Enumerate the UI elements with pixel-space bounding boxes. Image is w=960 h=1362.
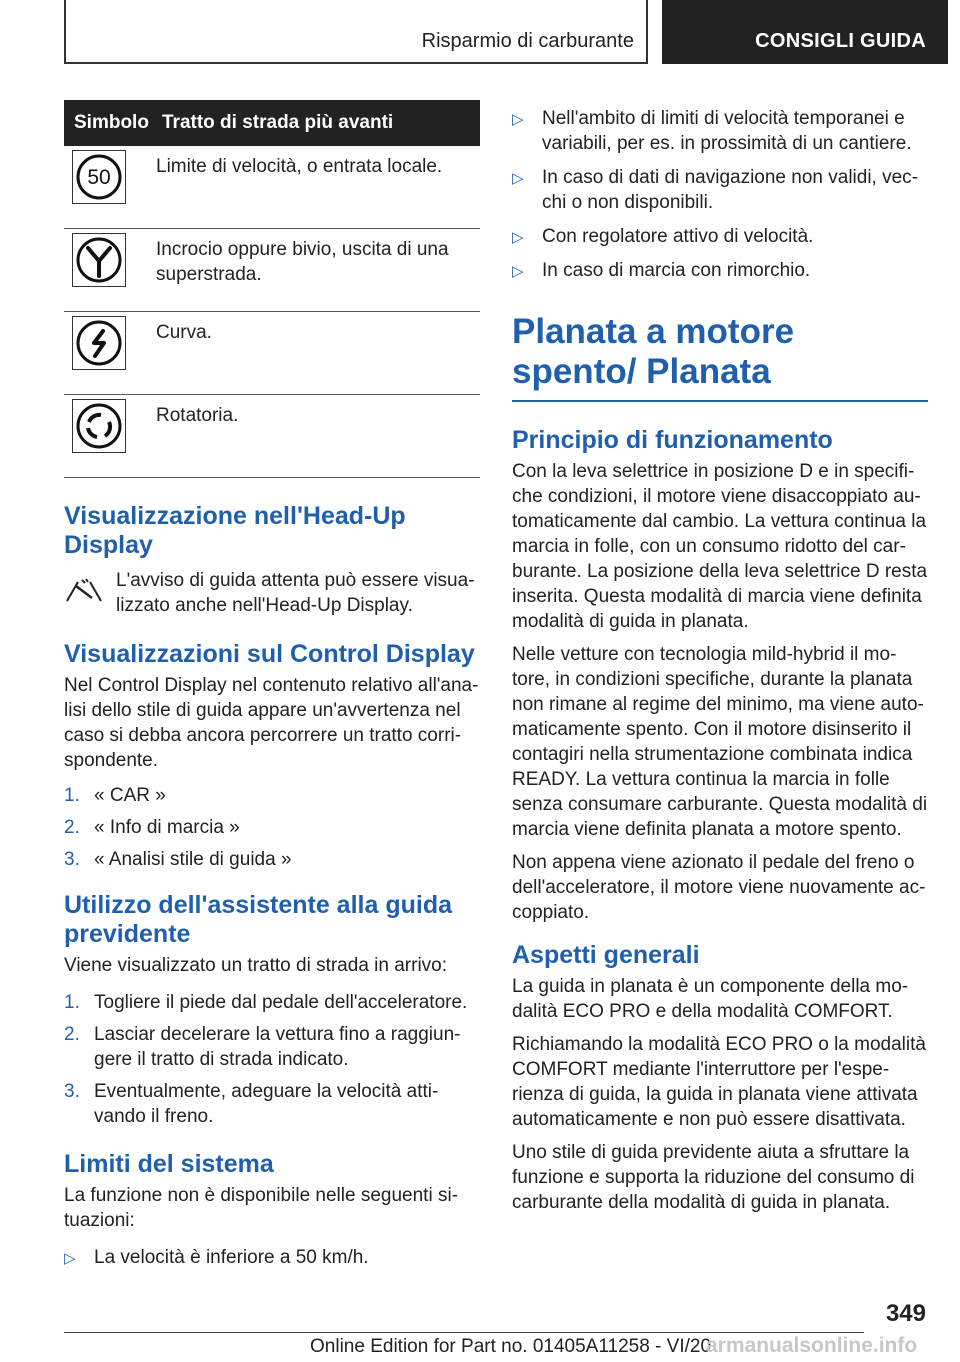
general-heading: Aspetti generali — [512, 941, 700, 969]
header-section-title: Risparmio di carburante — [421, 30, 634, 52]
right-column — [512, 100, 928, 1215]
list-item: 1. Togliere il piede dal pedale dell'acceleratore. — [64, 992, 468, 1013]
triangle-bullet-icon: ▷ — [512, 229, 524, 246]
roundabout-icon — [72, 399, 126, 453]
principle-p3: Non appena viene azionato il pedale del freno o dell'acceleratore, il motore viene nuovamente accoppiato. — [512, 852, 926, 923]
attention-assistant-icon — [64, 576, 104, 609]
table-row — [64, 395, 480, 478]
table-row — [64, 229, 480, 312]
speed-limit-value: 50 — [87, 166, 111, 189]
cd-heading: Visualizzazioni sul Control Display — [64, 640, 475, 668]
list-item: 3. « Analisi stile di guida » — [64, 849, 292, 870]
footer-edition: Online Edition for Part no. 01405A11258 - VI/20 — [310, 1336, 712, 1357]
table-row-text: Rotatoria. — [152, 395, 480, 478]
table-row — [64, 146, 480, 229]
cd-text: Nel Control Display nel contenuto relativo all'analisi dello stile di guida appare un'avvertenza nel caso si debba ancora percorrere un tratto corrispondente. — [64, 675, 479, 771]
header-section-box — [64, 0, 648, 64]
table-header-row — [64, 100, 480, 146]
assist-heading: Utilizzo dell'assistente alla guida previdente — [64, 891, 452, 948]
principle-heading: Principio di funzionamento — [512, 426, 833, 454]
assist-text: Viene visualizzato un tratto di strada in arrivo: — [64, 955, 448, 976]
coasting-title: Planata a motore spento/ Planata — [512, 312, 795, 391]
list-item: 3. Eventualmente, adeguare la velocità attivando il freno. — [64, 1081, 439, 1127]
hud-note — [64, 568, 482, 618]
list-item: 2. « Info di marcia » — [64, 817, 240, 838]
hud-note-text: L'avviso di guida attenta può essere visualizzato anche nell'Head-Up Display. — [116, 570, 475, 616]
page-number: 349 — [885, 1300, 926, 1327]
assist-steps — [64, 990, 482, 1129]
list-item: ▷ In caso di dati di navigazione non validi, vecchi o non disponibili. — [512, 167, 919, 213]
general-p5: Richiamando la modalità ECO PRO o la modalità COMFORT mediante l'interruttore per l'esperienza di guida, la guida in planata viene attivata automaticamente e non può essere disattivata. — [512, 1034, 926, 1130]
header-chapter-tab — [662, 0, 948, 64]
table-row-text: Incrocio oppure bivio, uscita di una superstrada. — [152, 229, 480, 312]
limits-bullets-left — [64, 1245, 482, 1270]
hud-heading: Visualizzazione nell'Head-Up Display — [64, 502, 406, 559]
watermark: armanualsonline.info — [706, 1334, 918, 1357]
principle-p1: Con la leva selettrice in posizione D e in specifiche condizioni, il motore viene disaccoppiato automaticamente dal cambio. La vettura continua la marcia in folle, con un consumo ridotto del carburante. La posizione della leva selettrice D resta inserita. Questa modalità di marcia viene definita modalità di guida in planata. — [512, 461, 928, 632]
symbol-table — [64, 100, 480, 478]
table-header-symbol: Simbolo — [64, 100, 152, 146]
table-row-text: Curva. — [152, 312, 480, 395]
table-header-road: Tratto di strada più avanti — [152, 100, 480, 146]
list-item: 1. « CAR » — [64, 785, 166, 806]
table-row — [64, 312, 480, 395]
limits-heading: Limiti del sistema — [64, 1150, 274, 1178]
header-chapter-title: CONSIGLI GUIDA — [755, 30, 926, 52]
page-header — [64, 0, 948, 66]
limits-bullets-right — [512, 106, 928, 283]
limits-text: La funzione non è disponibile nelle seguenti situazioni: — [64, 1185, 459, 1231]
left-column — [64, 100, 482, 1279]
list-item: ▷ La velocità è inferiore a 50 km/h. — [64, 1245, 482, 1270]
principle-p2: Nelle vetture con tecnologia mild-hybrid il motore, in condizioni specifiche, durante la planata non rimane al regime del minimo, ma viene automaticamente spento. Con il motore disinserito il contagiri nella strumentazione combinata indica READY. La vettura continua la marcia in folle senza consumare carburante. Questa modalità di marcia viene definita planata a motore spento. — [512, 644, 928, 840]
general-p6: Uno stile di guida previdente aiuta a sfruttare la funzione e supporta la riduzione del consumo di carburante della modalità di guida in planata. — [512, 1142, 915, 1213]
curve-icon — [72, 316, 126, 370]
triangle-bullet-icon: ▷ — [512, 170, 524, 187]
triangle-bullet-icon: ▷ — [512, 263, 524, 280]
junction-icon — [72, 233, 126, 287]
footer-rule — [64, 1332, 864, 1333]
speed-limit-50-icon — [72, 150, 126, 204]
triangle-bullet-icon: ▷ — [512, 111, 524, 128]
list-item: 2. Lasciar decelerare la vettura fino a raggiungere il tratto di strada indicato. — [64, 1024, 461, 1070]
list-item: ▷ In caso di marcia con rimorchio. — [512, 258, 928, 283]
cd-steps — [64, 783, 482, 872]
list-item: ▷ Nell'ambito di limiti di velocità temporanei e variabili, per es. in prossimità di un cantiere. — [512, 108, 912, 154]
list-item: ▷ Con regolatore attivo di velocità. — [512, 224, 928, 249]
table-row-text: Limite di velocità, o entrata locale. — [152, 146, 480, 229]
general-p4: La guida in planata è un componente della modalità ECO PRO e della modalità COMFORT. — [512, 976, 909, 1022]
triangle-bullet-icon: ▷ — [64, 1250, 76, 1267]
